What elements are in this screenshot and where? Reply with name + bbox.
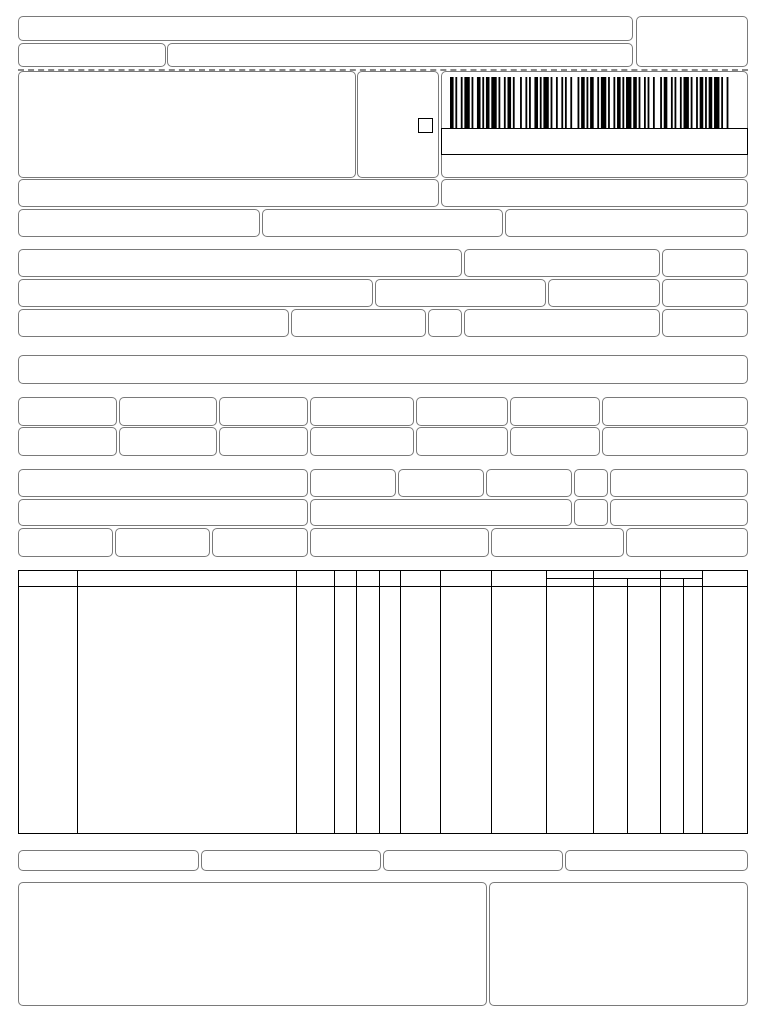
- carrier-ie-field: [610, 499, 748, 526]
- barcode-bar: [684, 77, 689, 129]
- barcode-bar: [660, 77, 662, 129]
- recipient-zip-field: [548, 279, 660, 307]
- barcode-bar: [565, 77, 567, 129]
- carrier-city-field: [310, 499, 572, 526]
- municipal-registration-field: [18, 850, 199, 871]
- barcode-bar: [671, 77, 673, 129]
- col-divider: [334, 571, 335, 833]
- barcode-bar: [590, 77, 594, 129]
- recipient-ie-field: [464, 309, 660, 337]
- barcode-bar: [617, 77, 621, 129]
- vehicle-plate-field: [486, 469, 572, 497]
- recipient-district-field: [375, 279, 546, 307]
- group-header-line: [546, 578, 702, 579]
- barcode-bar: [581, 77, 585, 129]
- complementary-info-field: [18, 882, 487, 1006]
- barcode-bar: [721, 77, 723, 129]
- barcode-bar: [513, 77, 515, 129]
- invoice-total-field: [602, 427, 748, 456]
- barcode-bar: [675, 77, 677, 129]
- col-divider: [77, 571, 78, 833]
- brand-field: [212, 528, 308, 557]
- barcode-bar: [709, 77, 713, 129]
- barcode-bar: [482, 77, 484, 129]
- pis-value-field: [510, 397, 600, 426]
- access-key-field: [441, 128, 748, 155]
- state-registration-field: [18, 209, 260, 237]
- barcode-bar: [705, 77, 707, 129]
- discount-field: [219, 427, 308, 456]
- vehicle-state-field: [574, 469, 608, 497]
- carrier-name-field: [18, 469, 308, 497]
- barcode-bar: [570, 77, 572, 129]
- barcode-bar: [626, 77, 631, 129]
- barcode-bar: [551, 77, 553, 129]
- col-divider: [546, 571, 547, 833]
- issue-date-field: [662, 249, 748, 277]
- barcode-bar: [520, 77, 522, 129]
- barcode-bar: [691, 77, 693, 129]
- issuer-identification: [18, 71, 356, 178]
- col-divider: [593, 571, 594, 833]
- recipient-city-field: [18, 309, 289, 337]
- barcode-bar: [696, 77, 698, 129]
- col-divider: [400, 571, 401, 833]
- cofins-value-field: [510, 427, 600, 456]
- recipient-state-field: [428, 309, 462, 337]
- barcode-bar: [525, 77, 527, 129]
- recipient-name-field: [18, 249, 462, 277]
- other-expenses-field: [310, 427, 414, 456]
- barcode-bar: [664, 77, 668, 129]
- barcode-bar: [556, 77, 558, 129]
- tax-base-icms-field: [18, 397, 117, 426]
- recipient-address-field: [18, 279, 373, 307]
- operation-nature-field: [18, 179, 439, 207]
- col-divider: [660, 571, 661, 833]
- quantity-field: [18, 528, 113, 557]
- barcode-bar: [561, 77, 563, 129]
- barcode-bar: [613, 77, 615, 129]
- gross-weight-field: [491, 528, 624, 557]
- fisco-reserved-field: [489, 882, 748, 1006]
- barcode-bar: [644, 77, 646, 129]
- col-divider: [491, 571, 492, 833]
- barcode-bar: [727, 77, 729, 129]
- cnpj-field: [505, 209, 748, 237]
- recipient-cnpj-field: [464, 249, 660, 277]
- receipt-field-number: [636, 16, 748, 67]
- net-weight-field: [626, 528, 748, 557]
- subcol-divider: [683, 578, 684, 833]
- barcode-bar: [578, 77, 580, 129]
- barcode-bar: [653, 77, 655, 129]
- barcode-bar: [477, 77, 481, 129]
- barcode-bar: [450, 77, 454, 129]
- barcode-bar: [504, 77, 506, 129]
- barcode-bar: [648, 77, 650, 129]
- antt-code-field: [398, 469, 484, 497]
- services-total-field: [201, 850, 381, 871]
- products-total-field: [602, 397, 748, 426]
- authorization-protocol-field: [441, 179, 748, 207]
- barcode-bar: [540, 77, 542, 129]
- exit-time-field: [662, 309, 748, 337]
- barcode-bar: [486, 77, 490, 129]
- freight-mode-field: [310, 469, 396, 497]
- barcode-bar: [714, 77, 719, 129]
- tax-base-icms-st-field: [219, 397, 308, 426]
- barcode-bar: [597, 77, 599, 129]
- carrier-cnpj-field: [610, 469, 748, 497]
- icms-value-field: [119, 397, 217, 426]
- numbering-field: [310, 528, 489, 557]
- receipt-field-signature: [167, 43, 633, 67]
- barcode-bar: [680, 77, 682, 129]
- subcol-divider: [627, 578, 628, 833]
- products-table-header-line: [19, 586, 747, 587]
- barcode-bar: [499, 77, 501, 129]
- barcode-bar: [700, 77, 704, 129]
- species-field: [115, 528, 210, 557]
- receipt-field-date: [18, 43, 166, 67]
- barcode-bar: [534, 77, 538, 129]
- ipi-value-field: [416, 427, 508, 456]
- barcode-bar: [507, 77, 511, 129]
- barcode-bar: [472, 77, 474, 129]
- receipt-field-received: [18, 16, 633, 41]
- barcode-bar: [608, 77, 610, 129]
- barcode-bar: [464, 77, 469, 129]
- barcode-image: [450, 77, 732, 129]
- barcode-bar: [622, 77, 624, 129]
- carrier-address-field: [18, 499, 308, 526]
- col-divider: [296, 571, 297, 833]
- import-tax-field: [416, 397, 508, 426]
- col-divider: [379, 571, 380, 833]
- icms-st-value-field: [310, 397, 414, 426]
- barcode-bar: [461, 77, 463, 129]
- barcode-bar: [601, 77, 606, 129]
- entry-exit-checkbox[interactable]: [418, 118, 433, 133]
- barcode-bar: [587, 77, 589, 129]
- carrier-state-field: [574, 499, 608, 526]
- barcode-bar: [491, 77, 496, 129]
- freight-value-field: [18, 427, 117, 456]
- col-divider: [440, 571, 441, 833]
- exit-date-field: [662, 279, 748, 307]
- billing-field: [18, 355, 748, 384]
- barcode-bar: [529, 77, 531, 129]
- col-divider: [356, 571, 357, 833]
- insurance-value-field: [119, 427, 217, 456]
- col-divider: [702, 571, 703, 833]
- barcode-bar: [455, 77, 457, 129]
- substitute-registration-field: [262, 209, 503, 237]
- products-table: [18, 570, 748, 834]
- recipient-phone-field: [291, 309, 426, 337]
- issqn-base-field: [383, 850, 563, 871]
- barcode-bar: [639, 77, 641, 129]
- barcode-bar: [633, 77, 637, 129]
- issqn-value-field: [565, 850, 748, 871]
- barcode-bar: [543, 77, 548, 129]
